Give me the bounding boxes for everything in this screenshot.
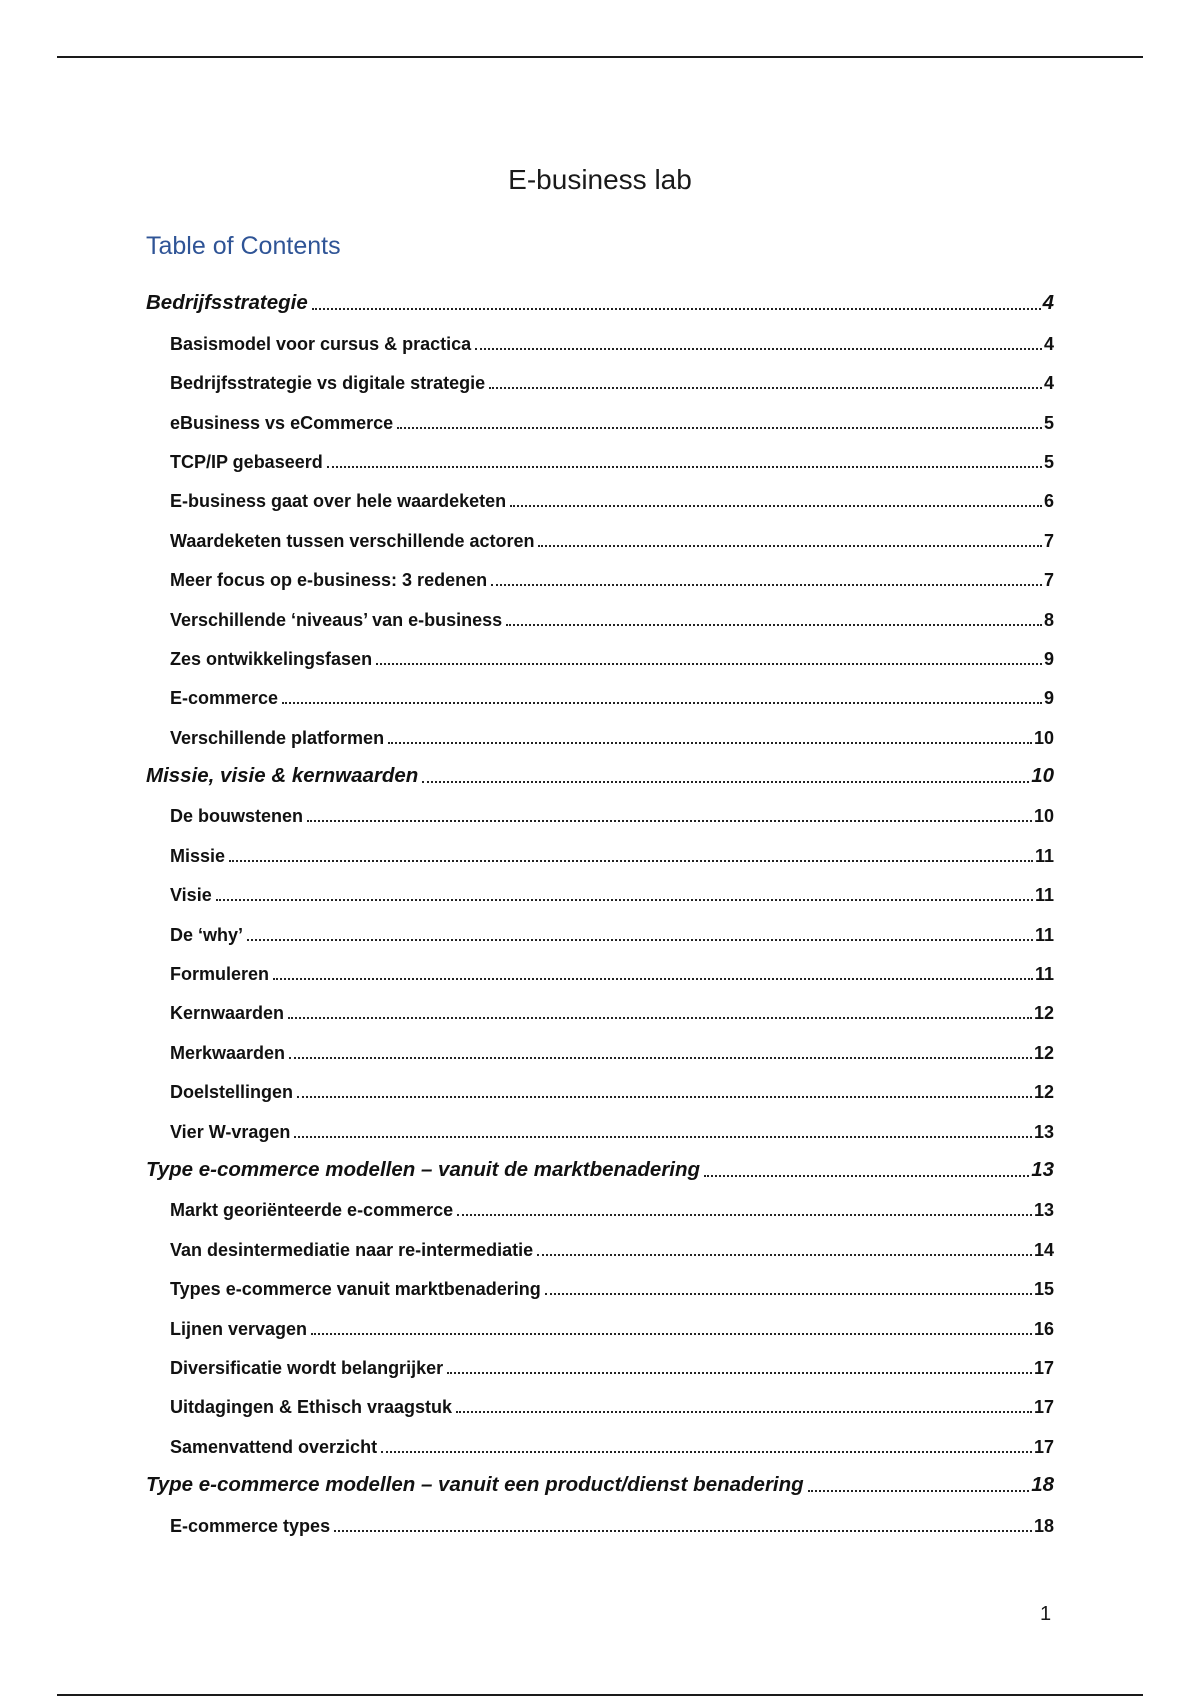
toc-subsection-entry[interactable] — [146, 595, 1054, 634]
toc-section-entry[interactable] — [146, 753, 1054, 792]
toc-entry-label: Types e-commerce vanuit marktbenadering — [170, 1279, 541, 1300]
toc-section-entry[interactable] — [146, 1147, 1054, 1186]
toc-subsection-entry[interactable] — [146, 1344, 1054, 1383]
toc-entry-page: 10 — [1033, 727, 1054, 748]
toc-dot-leader — [537, 1254, 1032, 1256]
table-of-contents — [146, 280, 1054, 1541]
toc-entry-page: 10 — [1033, 806, 1054, 827]
toc-entry-page: 9 — [1043, 648, 1054, 669]
toc-dot-leader — [538, 545, 1042, 547]
toc-entry-page: 14 — [1033, 1239, 1054, 1260]
toc-entry-page: 11 — [1034, 845, 1054, 866]
toc-entry-label: Lijnen vervagen — [170, 1318, 308, 1339]
document-title: E-business lab — [508, 163, 692, 195]
toc-entry-page: 4 — [1043, 333, 1054, 354]
toc-entry-label: eBusiness vs eCommerce — [170, 412, 394, 433]
toc-entry-page: 12 — [1033, 1042, 1054, 1063]
toc-entry-label: Samenvattend overzicht — [170, 1436, 378, 1457]
toc-entry-label: E-business gaat over hele waardeketen — [170, 491, 507, 512]
toc-entry-page: 11 — [1034, 885, 1054, 906]
toc-entry-label: Van desintermediatie naar re-intermediatie — [170, 1239, 534, 1260]
toc-dot-leader — [297, 1096, 1032, 1098]
toc-entry-label: Verschillende ‘niveaus’ van e-business — [170, 609, 503, 630]
page-number: 1 — [1040, 1603, 1052, 1625]
toc-dot-leader — [457, 1214, 1032, 1216]
top-rule — [57, 56, 1143, 58]
toc-dot-leader — [704, 1175, 1029, 1177]
toc-dot-leader — [545, 1293, 1032, 1295]
toc-heading: Table of Contents — [146, 232, 341, 260]
toc-entry-page: 13 — [1033, 1200, 1054, 1221]
toc-dot-leader — [327, 466, 1042, 468]
toc-entry-label: Meer focus op e-business: 3 redenen — [170, 570, 488, 591]
toc-entry-page: 15 — [1033, 1279, 1054, 1300]
toc-subsection-entry[interactable] — [146, 1186, 1054, 1225]
toc-entry-page: 13 — [1033, 1121, 1054, 1142]
toc-subsection-entry[interactable] — [146, 792, 1054, 831]
toc-dot-leader — [422, 781, 1029, 783]
toc-dot-leader — [282, 702, 1042, 704]
toc-entry-label: De bouwstenen — [170, 806, 304, 827]
toc-entry-page: 6 — [1043, 491, 1054, 512]
toc-entry-label: Uitdagingen & Ethisch vraagstuk — [170, 1397, 453, 1418]
toc-entry-page: 5 — [1043, 451, 1054, 472]
toc-dot-leader — [311, 1333, 1032, 1335]
toc-subsection-entry[interactable] — [146, 1028, 1054, 1067]
toc-subsection-entry[interactable] — [146, 319, 1054, 358]
toc-entry-label: Bedrijfsstrategie — [146, 291, 308, 315]
toc-entry-page: 11 — [1034, 924, 1054, 945]
toc-dot-leader — [288, 1017, 1032, 1019]
toc-dot-leader — [381, 1451, 1032, 1453]
toc-subsection-entry[interactable] — [146, 910, 1054, 949]
toc-entry-page: 12 — [1033, 1003, 1054, 1024]
toc-entry-label: Kernwaarden — [170, 1003, 285, 1024]
toc-entry-label: Missie — [170, 845, 226, 866]
toc-dot-leader — [229, 860, 1033, 862]
toc-subsection-entry[interactable] — [146, 1501, 1054, 1540]
toc-dot-leader — [376, 663, 1042, 665]
toc-dot-leader — [289, 1057, 1032, 1059]
toc-subsection-entry[interactable] — [146, 1304, 1054, 1343]
toc-entry-page: 4 — [1042, 291, 1054, 315]
toc-subsection-entry[interactable] — [146, 1107, 1054, 1146]
toc-entry-label: De ‘why’ — [170, 924, 244, 945]
toc-section-entry[interactable] — [146, 280, 1054, 319]
toc-entry-label: E-commerce — [170, 688, 279, 709]
toc-entry-label: Type e-commerce modellen – vanuit de marktbenadering — [146, 1157, 701, 1181]
toc-dot-leader — [216, 899, 1033, 901]
toc-dot-leader — [808, 1490, 1030, 1492]
toc-entry-page: 16 — [1033, 1318, 1054, 1339]
toc-entry-label: Markt georiënteerde e-commerce — [170, 1200, 454, 1221]
toc-subsection-entry[interactable] — [146, 359, 1054, 398]
toc-dot-leader — [475, 348, 1042, 350]
toc-subsection-entry[interactable] — [146, 635, 1054, 674]
toc-subsection-entry[interactable] — [146, 477, 1054, 516]
toc-dot-leader — [489, 387, 1042, 389]
toc-entry-page: 7 — [1043, 570, 1054, 591]
toc-subsection-entry[interactable] — [146, 1422, 1054, 1461]
toc-entry-page: 10 — [1031, 764, 1054, 788]
toc-entry-label: Doelstellingen — [170, 1082, 294, 1103]
toc-entry-page: 5 — [1043, 412, 1054, 433]
toc-entry-label: Verschillende platformen — [170, 727, 385, 748]
toc-subsection-entry[interactable] — [146, 950, 1054, 989]
toc-subsection-entry[interactable] — [146, 398, 1054, 437]
toc-subsection-entry[interactable] — [146, 438, 1054, 477]
toc-subsection-entry[interactable] — [146, 556, 1054, 595]
toc-subsection-entry[interactable] — [146, 989, 1054, 1028]
toc-dot-leader — [312, 308, 1041, 310]
toc-entry-page: 12 — [1033, 1082, 1054, 1103]
toc-subsection-entry[interactable] — [146, 516, 1054, 555]
toc-section-entry[interactable] — [146, 1462, 1054, 1501]
toc-entry-page: 8 — [1043, 609, 1054, 630]
toc-entry-page: 11 — [1034, 964, 1054, 985]
toc-dot-leader — [491, 584, 1042, 586]
toc-entry-page: 18 — [1033, 1515, 1054, 1536]
toc-dot-leader — [506, 624, 1042, 626]
toc-entry-label: E-commerce types — [170, 1515, 331, 1536]
toc-dot-leader — [307, 820, 1032, 822]
toc-dot-leader — [247, 939, 1033, 941]
toc-entry-label: Bedrijfsstrategie vs digitale strategie — [170, 373, 486, 394]
toc-subsection-entry[interactable] — [146, 1068, 1054, 1107]
bottom-rule — [57, 1694, 1143, 1696]
toc-subsection-entry[interactable] — [146, 831, 1054, 870]
toc-dot-leader — [456, 1411, 1032, 1413]
toc-entry-page: 9 — [1043, 688, 1054, 709]
toc-subsection-entry[interactable] — [146, 713, 1054, 752]
toc-entry-label: Type e-commerce modellen – vanuit een product/dienst benadering — [146, 1473, 804, 1497]
toc-dot-leader — [388, 742, 1032, 744]
toc-entry-label: Waardeketen tussen verschillende actoren — [170, 530, 535, 551]
toc-entry-page: 7 — [1043, 530, 1054, 551]
toc-entry-label: Merkwaarden — [170, 1042, 286, 1063]
toc-entry-label: Basismodel voor cursus & practica — [170, 333, 472, 354]
toc-subsection-entry[interactable] — [146, 674, 1054, 713]
toc-subsection-entry[interactable] — [146, 1265, 1054, 1304]
toc-entry-page: 17 — [1033, 1397, 1054, 1418]
toc-dot-leader — [273, 978, 1033, 980]
toc-dot-leader — [397, 427, 1042, 429]
toc-dot-leader — [294, 1136, 1032, 1138]
toc-subsection-entry[interactable] — [146, 871, 1054, 910]
toc-entry-label: Vier W-vragen — [170, 1121, 291, 1142]
toc-entry-label: TCP/IP gebaseerd — [170, 451, 323, 472]
toc-entry-label: Diversificatie wordt belangrijker — [170, 1357, 444, 1378]
toc-entry-page: 18 — [1031, 1473, 1054, 1497]
toc-dot-leader — [334, 1530, 1032, 1532]
toc-entry-label: Formuleren — [170, 964, 270, 985]
toc-entry-page: 17 — [1033, 1436, 1054, 1457]
toc-dot-leader — [447, 1372, 1032, 1374]
toc-entry-label: Missie, visie & kernwaarden — [146, 764, 419, 788]
toc-subsection-entry[interactable] — [146, 1383, 1054, 1422]
toc-entry-page: 13 — [1031, 1157, 1054, 1181]
toc-entry-label: Visie — [170, 885, 212, 906]
toc-dot-leader — [510, 505, 1042, 507]
toc-subsection-entry[interactable] — [146, 1225, 1054, 1264]
toc-entry-label: Zes ontwikkelingsfasen — [170, 648, 373, 669]
toc-entry-page: 17 — [1033, 1357, 1054, 1378]
toc-entry-page: 4 — [1043, 373, 1054, 394]
